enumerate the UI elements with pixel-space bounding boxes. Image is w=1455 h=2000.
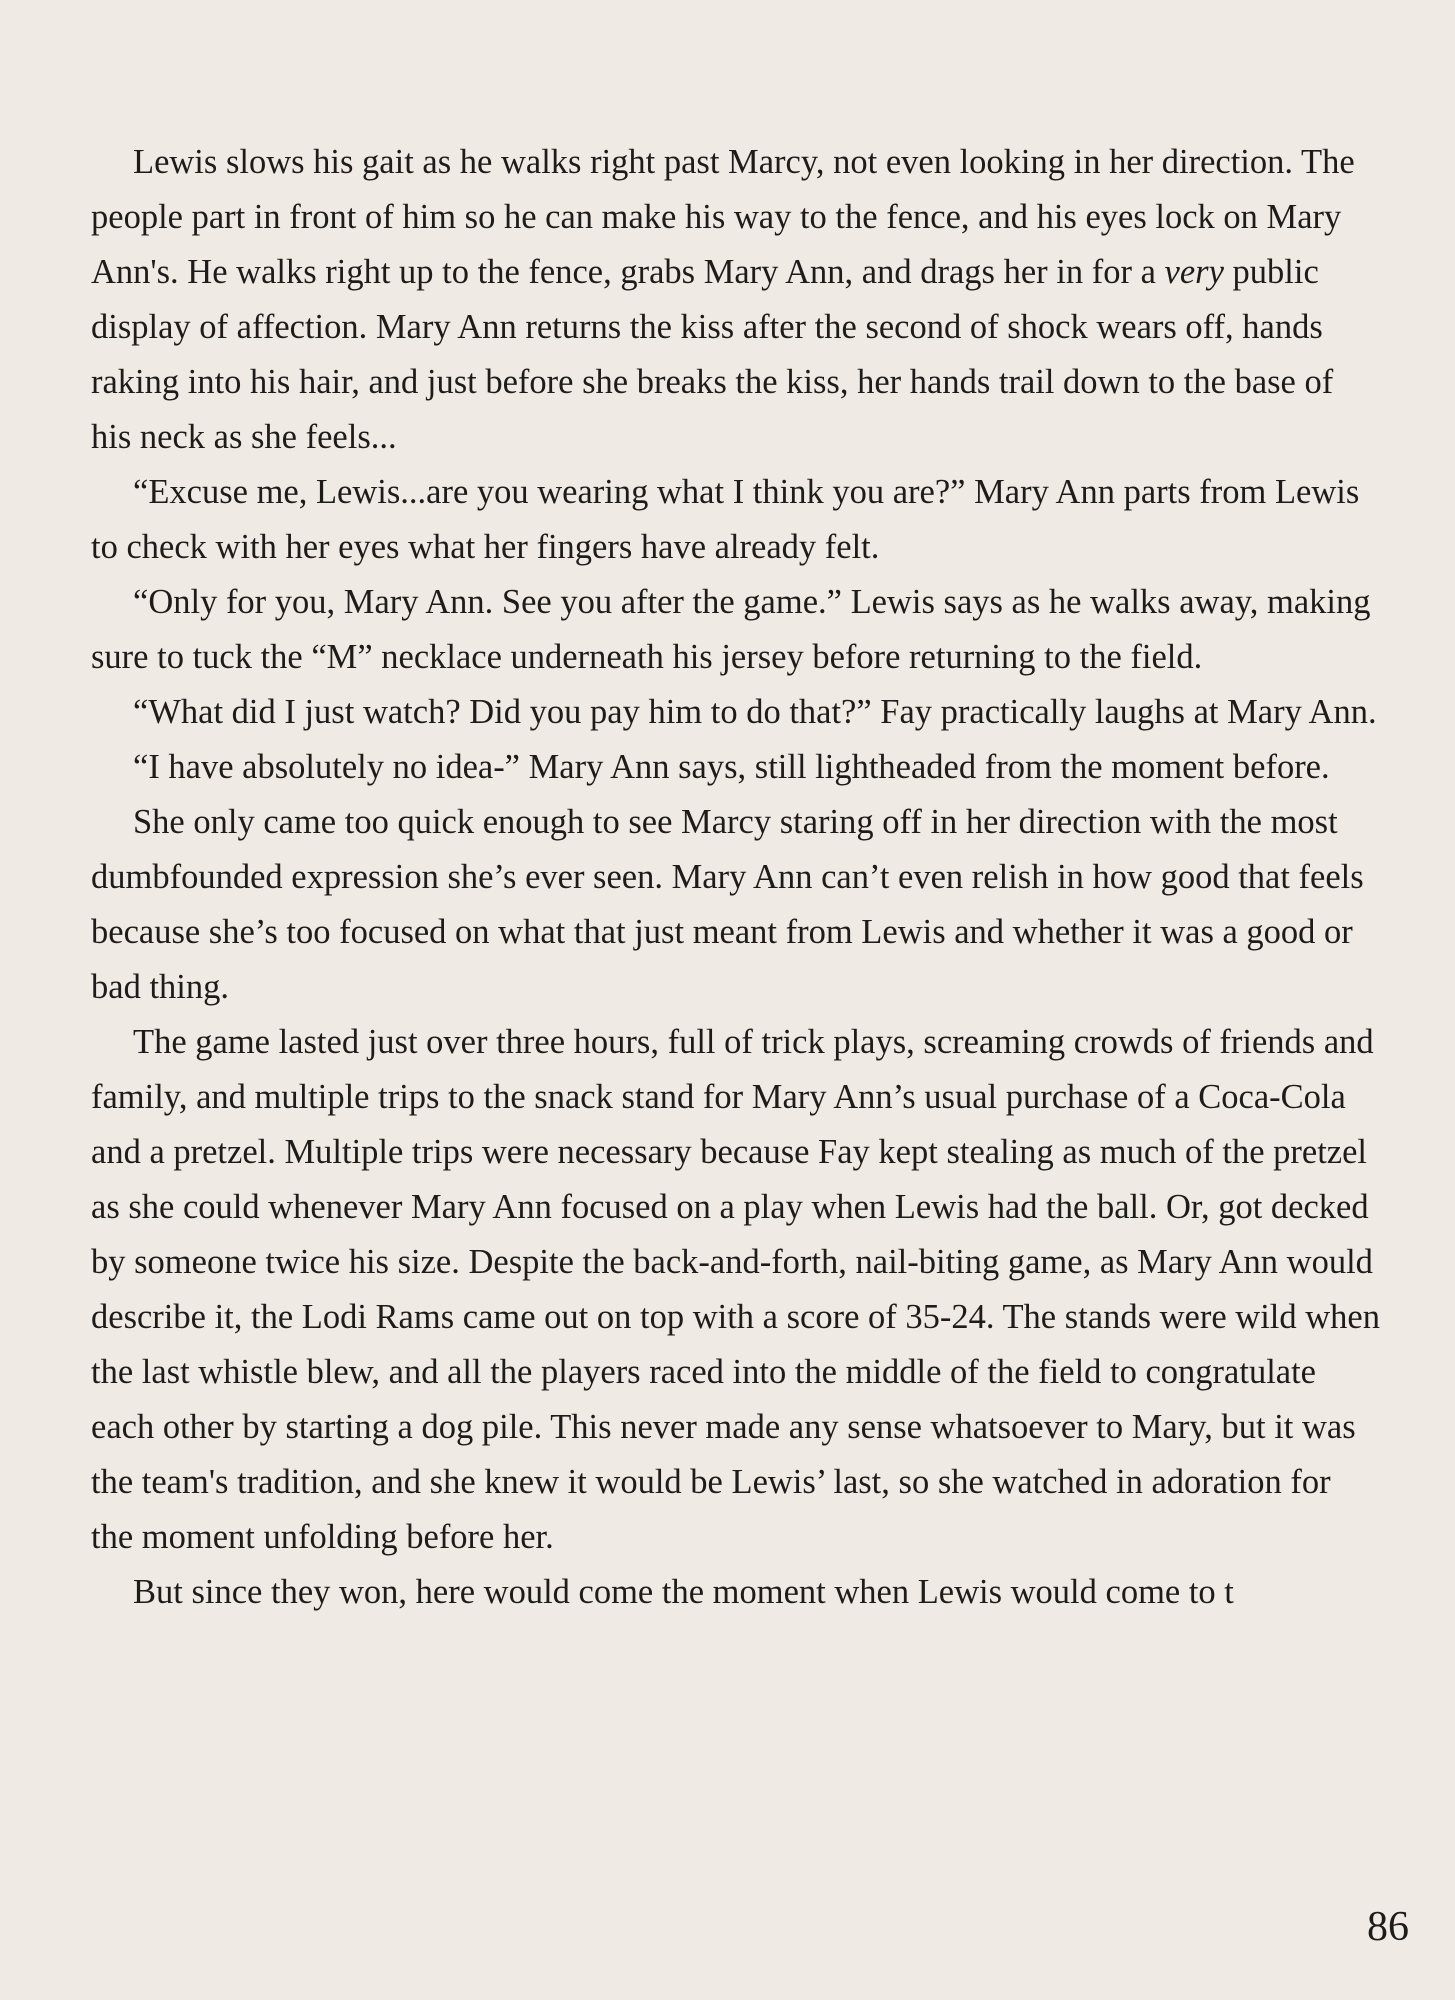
paragraph: But since they won, here would come the moment when Lewis would come to t [133,1573,1234,1611]
paragraph: She only came too quick enough to see Marcy staring off in her direction with the most dumbfounded expression she’s ever seen. Mary Ann can’t even relish in how good that feels because she’s too focused on what that just meant from Lewis and whether it was a good or bad thing. [91,803,1364,1006]
body-text [91,135,1381,1620]
paragraph-text: public display of affection. Mary Ann returns the kiss after the second of shock wears off, hands raking into his hair, and just before she breaks the kiss, her hands trail down to the base of his neck as she feels... [91,253,1334,456]
emphasized-word: very [1164,253,1224,291]
page-number: 86 [1367,1904,1409,1950]
paragraph: “Only for you, Mary Ann. See you after the game.” Lewis says as he walks away, making sure to tuck the “M” necklace underneath his jersey before returning to the field. [91,583,1371,676]
paragraph: “I have absolutely no idea-” Mary Ann says, still lightheaded from the moment before. [133,748,1330,786]
paragraph: The game lasted just over three hours, full of trick plays, screaming crowds of friends and family, and multiple trips to the snack stand for Mary Ann’s usual purchase of a Coca-Cola and a pretzel. Multiple trips were necessary because Fay kept stealing as much of the pretzel as she could whenever Mary Ann focused on a play when Lewis had the ball. Or, got decked by someone twice his size. Despite the back-and-forth, nail-biting game, as Mary Ann would describe it, the Lodi Rams came out on top with a score of 35-24. The stands were wild when the last whistle blew, and all the players raced into the middle of the field to congratulate each other by starting a dog pile. This never made any sense whatsoever to Mary, but it was the team's tradition, and she knew it would be Lewis’ last, so she watched in adoration for the moment unfolding before her. [91,1023,1380,1556]
paragraph-text: Lewis slows his gait as he walks right past Marcy, not even looking in her direction. The people part in front of him so he can make his way to the fence, and his eyes lock on Mary Ann's. He walks right up to the fence, grabs Mary Ann, and drags her in for a [91,143,1355,291]
paragraph: “What did I just watch? Did you pay him to do that?” Fay practically laughs at Mary Ann. [133,693,1377,731]
paragraph [91,135,1381,465]
paragraph: “Excuse me, Lewis...are you wearing what I think you are?” Mary Ann parts from Lewis to check with her eyes what her fingers have already felt. [91,473,1360,566]
